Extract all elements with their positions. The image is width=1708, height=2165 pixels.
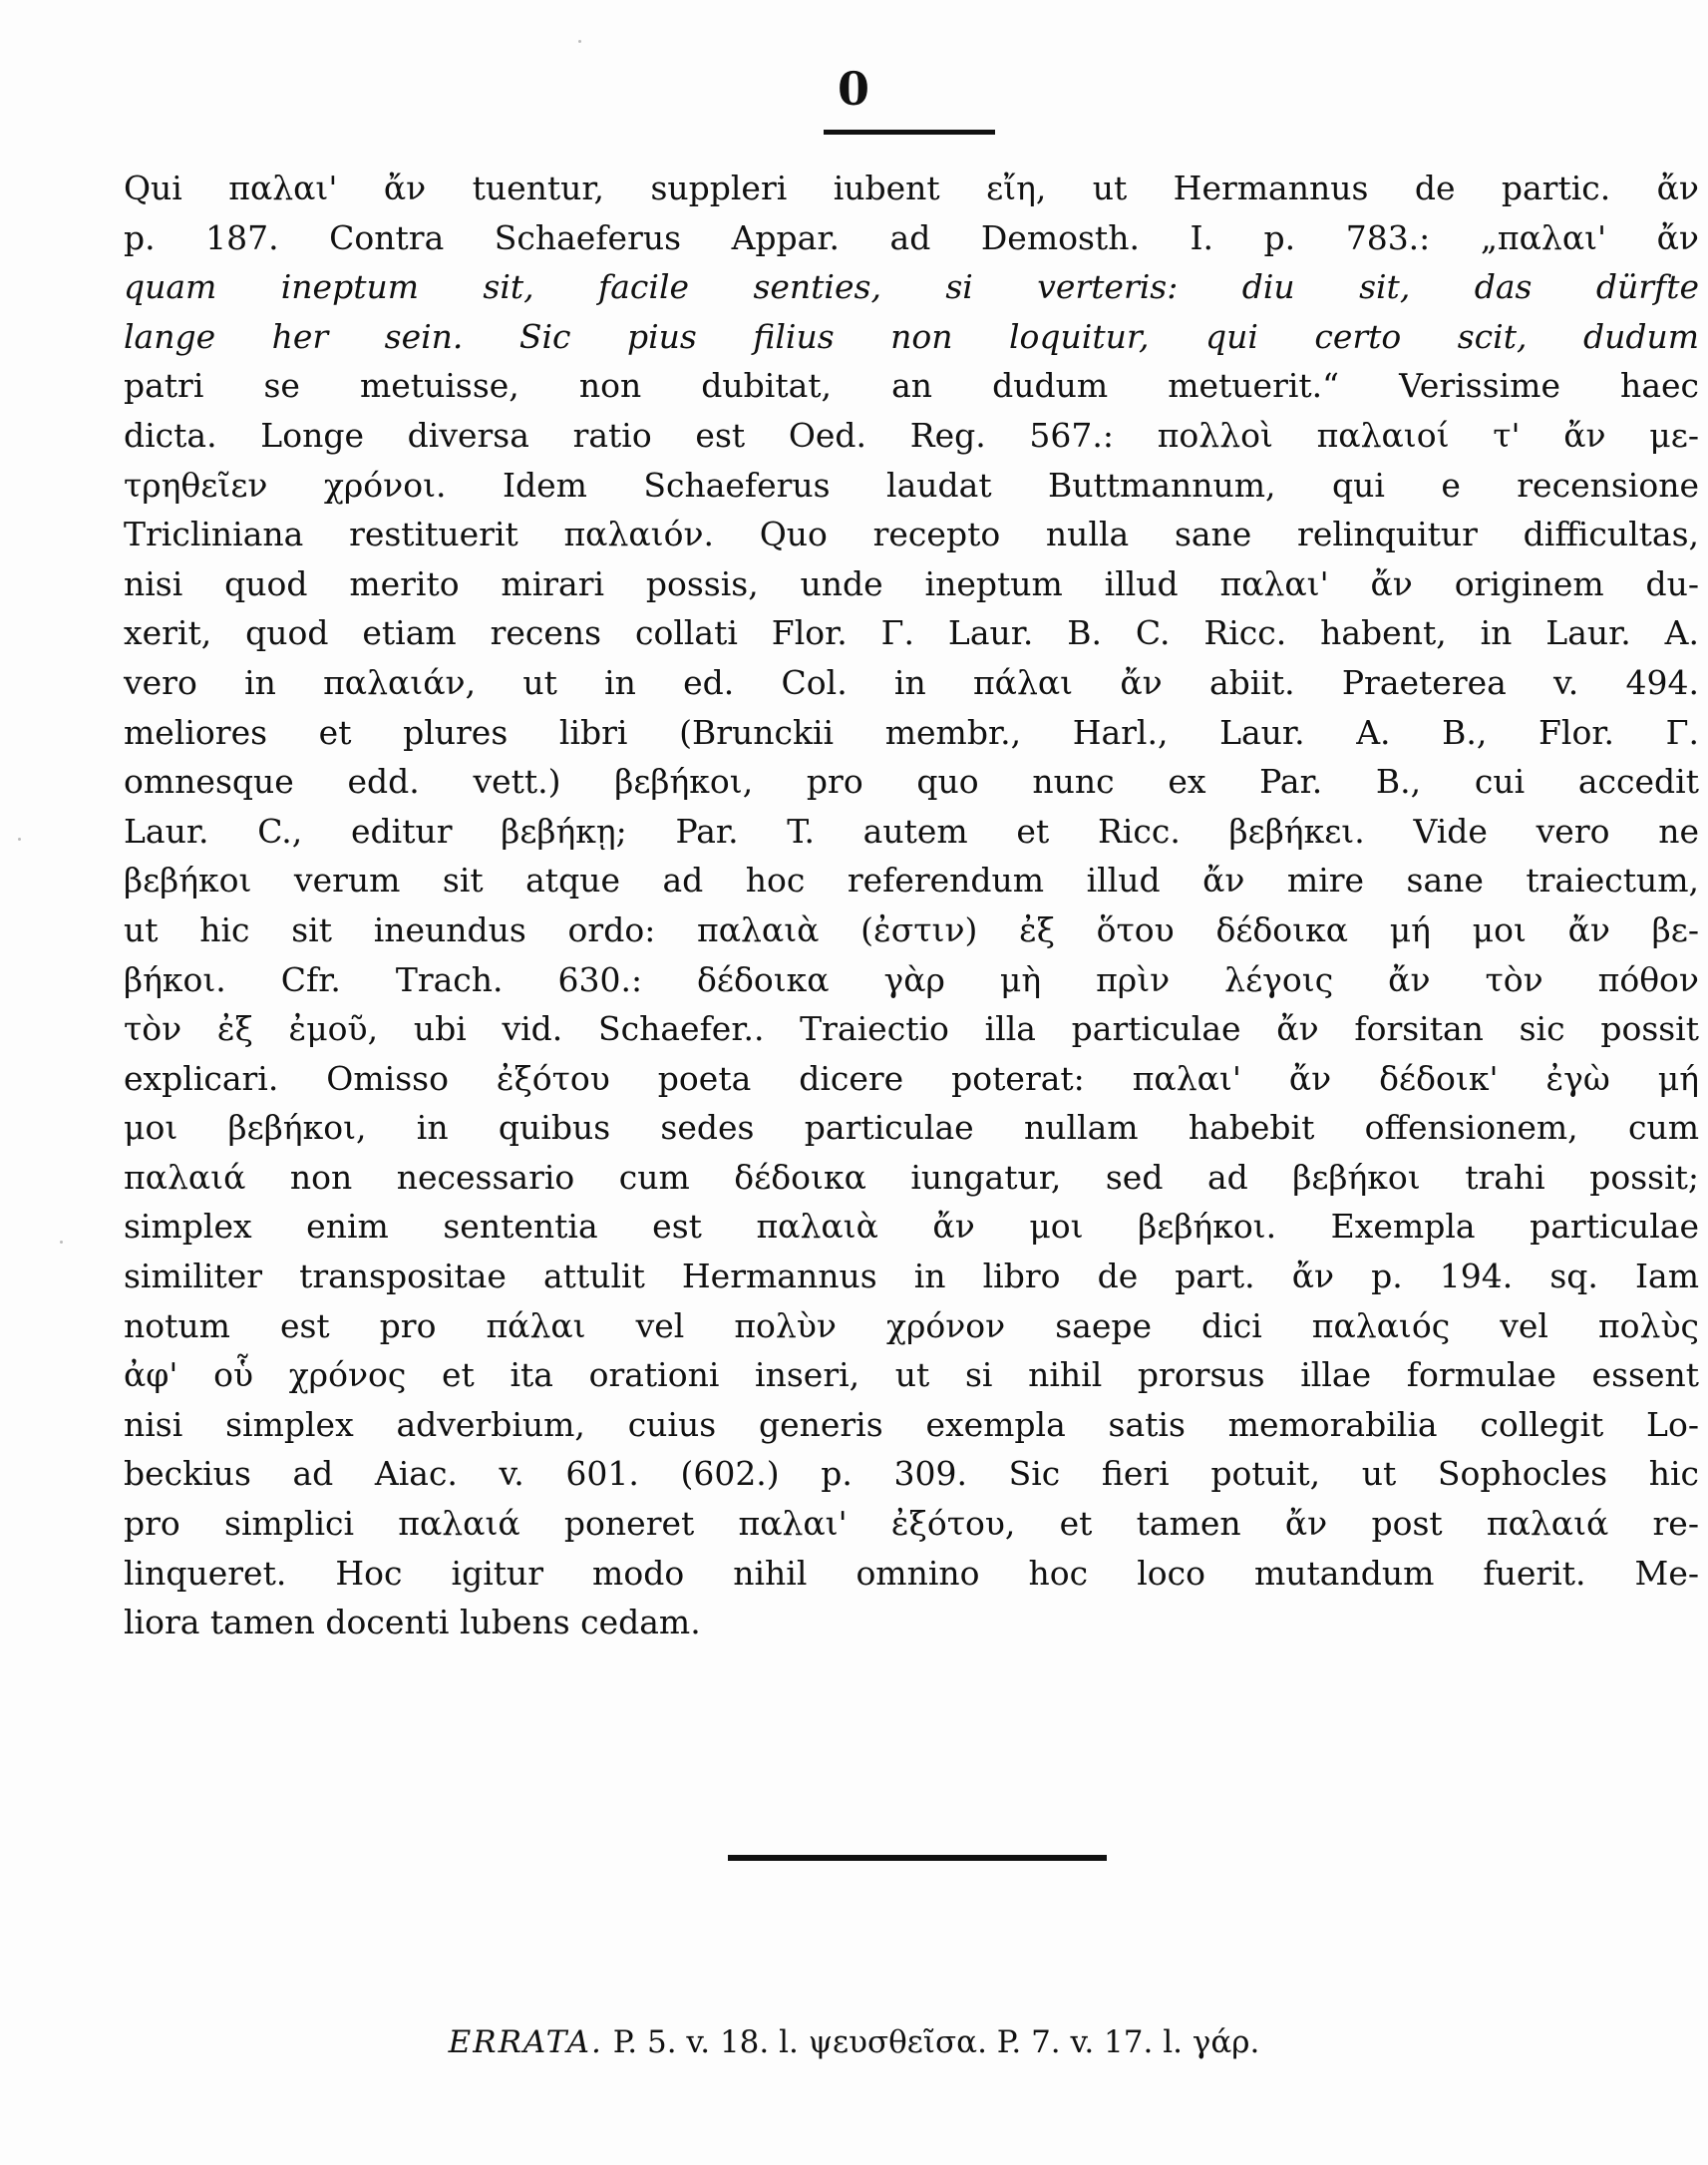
text-line: similiter transpositae attulit Hermannus in libro de part. ἄν p. 194. sq. Iam [124, 1257, 1699, 1296]
text-line: vero in παλαιάν, ut in ed. Col. in πάλαι ἄν abiit. Praeterea v. 494. [124, 662, 1699, 702]
text-line: μοι βεβήκοι, in quibus sedes particulae nullam habebit offensionem, cum [124, 1108, 1699, 1148]
text-line: pro simplici παλαιά poneret παλαι' ἐξότου, et tamen ἄν post παλαιά re- [124, 1504, 1699, 1544]
text-line: explicari. Omisso ἐξότου poeta dicere poterat: παλαι' ἄν δέδοικ' ἐγὼ μή [124, 1058, 1699, 1098]
body-text [124, 164, 1699, 1647]
text-line: beckius ad Aiac. v. 601. (602.) p. 309. Sic fieri potuit, ut Sophocles hic [124, 1454, 1699, 1494]
text-line: p. 187. Contra Schaeferus Appar. ad Demosth. I. p. 783.: „παλαι' ἄν [124, 217, 1699, 257]
text-line: Qui παλαι' ἄν tuentur, suppleri iubent εἴη, ut Hermannus de partic. ἄν [124, 169, 1699, 207]
text-line: τρηθεῖεν χρόνοι. Idem Schaeferus laudat Buttmannum, qui e recensione [124, 465, 1699, 505]
text-line: Tricliniana restituerit παλαιόν. Quo recepto nulla sane relinquitur difficultas, [124, 515, 1699, 554]
scan-speck [60, 1241, 63, 1244]
text-line: παλαιά non necessario cum δέδοικα iungatur, sed ad βεβήκοι trahi possit; [124, 1157, 1699, 1197]
text-line: nisi quod merito mirari possis, unde ineptum illud παλαι' ἄν originem du- [124, 563, 1699, 603]
text-line: nisi simplex adverbium, cuius generis exempla satis memorabilia collegit Lo- [124, 1404, 1699, 1444]
text-line: lange her sein. Sic pius filius non loquitur, qui certo scit, dudum [124, 316, 1699, 356]
text-line: ἀφ' οὗ χρόνος et ita orationi inseri, ut si nihil prorsus illae formulae essent [124, 1355, 1699, 1395]
text-line: τὸν ἐξ ἐμοῦ, ubi vid. Schaefer.. Traiectio illa particulae ἄν forsitan sic possit [124, 1009, 1699, 1049]
scan-speck [578, 40, 581, 43]
text-line-last: liora tamen docenti lubens cedam. [124, 1603, 701, 1642]
text-line: patri se metuisse, non dubitat, an dudum metuerit.“ Verissime haec [124, 366, 1699, 406]
text-line: xerit, quod etiam recens collati Flor. Γ. Laur. B. C. Ricc. habent, in Laur. A. [124, 613, 1699, 653]
text-line: omnesque edd. vett.) βεβήκοι, pro quo nunc ex Par. B., cui accedit [124, 762, 1699, 802]
scan-speck [18, 838, 21, 841]
section-divider-rule [728, 1855, 1107, 1861]
errata-text: P. 5. v. 18. l. ψευσθεῖσα. P. 7. v. 17. l. γάρ. [612, 2024, 1260, 2060]
text-line: simplex enim sententia est παλαιὰ ἄν μοι βεβήκοι. Exempla particulae [124, 1207, 1699, 1247]
text-line: notum est pro πάλαι vel πολὺν χρόνον saepe dici παλαιός vel πολὺς [124, 1305, 1699, 1345]
text-line: Laur. C., editur βεβήκῃ; Par. T. autem et Ricc. βεβήκει. Vide vero ne [124, 811, 1699, 851]
errata-label: ERRATA. [448, 2024, 603, 2060]
text-line: dicta. Longe diversa ratio est Oed. Reg. 567.: πολλοὶ παλαιοί τ' ἄν με- [124, 415, 1699, 455]
page-number-rule [824, 130, 995, 135]
page-number: 0 [837, 62, 870, 116]
text-line: ut hic sit ineundus ordo: παλαιὰ (ἐστιν) ἐξ ὅτου δέδοικα μή μοι ἄν βε- [124, 909, 1699, 949]
text-line: quam ineptum sit, facile senties, si verteris: diu sit, das dürfte [124, 267, 1699, 307]
text-line: βήκοι. Cfr. Trach. 630.: δέδοικα γὰρ μὴ πρὶν λέγοις ἄν τὸν πόθον [124, 959, 1699, 999]
text-line: βεβήκοι verum sit atque ad hoc referendum illud ἄν mire sane traiectum, [124, 861, 1699, 901]
errata-line [0, 2024, 1708, 2060]
text-line: linqueret. Hoc igitur modo nihil omnino hoc loco mutandum fuerit. Me- [124, 1553, 1699, 1593]
text-line: meliores et plures libri (Brunckii membr., Harl., Laur. A. B., Flor. Γ. [124, 712, 1699, 752]
